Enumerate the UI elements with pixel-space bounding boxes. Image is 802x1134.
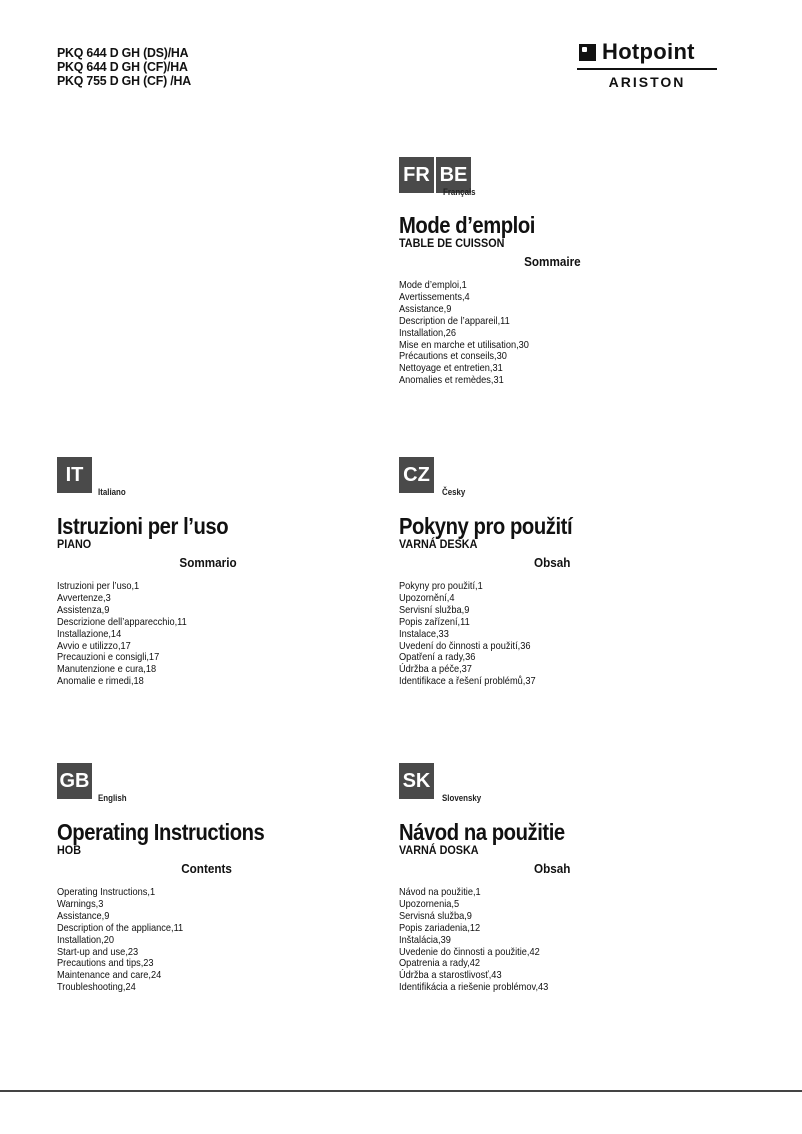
toc-item[interactable]: Start-up and use,23 — [57, 945, 139, 958]
toc-item[interactable]: Mise en marche et utilisation,30 — [399, 338, 529, 351]
logo-sub: ARISTON — [608, 74, 686, 90]
toc-item[interactable]: Installation,26 — [399, 326, 457, 339]
table-of-contents — [399, 581, 699, 688]
toc-item[interactable]: Description de l’appareil,11 — [399, 314, 510, 327]
toc-item[interactable]: Uvedenie do činnosti a použitie,42 — [399, 945, 540, 958]
toc-item[interactable]: Descrizione dell’apparecchio,11 — [57, 615, 187, 628]
toc-item[interactable]: Servisní služba,9 — [399, 603, 470, 616]
page-footer-rule — [0, 1090, 802, 1092]
toc-item[interactable]: Anomalies et remèdes,31 — [399, 374, 504, 387]
language-badge-gb: GB — [57, 763, 92, 799]
toc-item[interactable]: Maintenance and care,24 — [57, 969, 162, 982]
section-subtitle: VARNÁ DOSKA — [399, 843, 479, 857]
toc-item[interactable]: Pokyny pro použití,1 — [399, 580, 483, 592]
toc-item[interactable]: Mode d’emploi,1 — [399, 279, 467, 291]
section-subtitle: PIANO — [57, 537, 92, 551]
language-label: Slovensky — [442, 793, 482, 803]
toc-item[interactable]: Uvedení do činnosti a použití,36 — [399, 639, 531, 652]
toc-item[interactable]: Upozornenia,5 — [399, 897, 460, 910]
section-english — [57, 763, 357, 994]
toc-item[interactable]: Assistenza,9 — [57, 603, 110, 616]
language-badge-fr: FR — [399, 157, 434, 193]
toc-item[interactable]: Installazione,14 — [57, 627, 122, 640]
toc-item[interactable]: Popis zařízení,11 — [399, 615, 470, 628]
toc-item[interactable]: Servisná služba,9 — [399, 909, 472, 922]
toc-item[interactable]: Troubleshooting,24 — [57, 981, 136, 994]
table-of-contents — [57, 887, 357, 994]
logo-divider — [577, 68, 717, 70]
model-number: PKQ 644 D GH (CF)/HA — [57, 59, 188, 74]
toc-heading: Sommario — [179, 555, 237, 570]
toc-heading: Sommaire — [524, 254, 581, 269]
toc-heading: Obsah — [534, 861, 571, 876]
toc-item[interactable]: Precauzioni e consigli,17 — [57, 651, 160, 664]
hotpoint-ariston-logo — [577, 40, 717, 90]
table-of-contents — [399, 887, 699, 994]
language-label: Česky — [442, 487, 466, 497]
toc-item[interactable]: Installation,20 — [57, 933, 115, 946]
language-label: Français — [443, 187, 476, 197]
section-title: Mode d’emploi — [399, 212, 535, 238]
toc-item[interactable]: Identifikace a řešení problémů,37 — [399, 675, 536, 688]
language-badge-be: BE — [436, 157, 471, 193]
toc-item[interactable]: Assistance,9 — [399, 302, 452, 315]
language-label: Italiano — [98, 487, 126, 497]
section-title: Operating Instructions — [57, 819, 265, 845]
toc-item[interactable]: Údržba a starostlivosť,43 — [399, 969, 502, 982]
toc-heading: Contents — [181, 861, 232, 876]
toc-item[interactable]: Precautions and tips,23 — [57, 957, 154, 970]
section-subtitle: HOB — [57, 843, 82, 857]
toc-item[interactable]: Nettoyage et entretien,31 — [399, 362, 503, 375]
toc-item[interactable]: Údržba a péče,37 — [399, 663, 472, 676]
section-subtitle: TABLE DE CUISSON — [399, 236, 505, 250]
toc-item[interactable]: Assistance,9 — [57, 909, 110, 922]
language-label: English — [98, 793, 127, 803]
section-czech — [399, 457, 699, 688]
toc-item[interactable]: Avertissements,4 — [399, 290, 470, 303]
toc-item[interactable]: Upozornění,4 — [399, 591, 455, 604]
hotpoint-square-icon — [579, 44, 596, 61]
language-badge-it: IT — [57, 457, 92, 493]
toc-item[interactable]: Operating Instructions,1 — [57, 886, 156, 898]
section-french — [399, 157, 699, 387]
toc-item[interactable]: Opatření a rady,36 — [399, 651, 476, 664]
section-title: Pokyny pro použití — [399, 513, 573, 539]
section-subtitle: VARNÁ DESKA — [399, 537, 478, 551]
toc-item[interactable]: Popis zariadenia,12 — [399, 921, 481, 934]
section-italian — [57, 457, 357, 688]
section-title: Istruzioni per l’uso — [57, 513, 229, 539]
toc-item[interactable]: Inštalácia,39 — [399, 933, 451, 946]
toc-heading: Obsah — [534, 555, 571, 570]
section-title: Návod na použitie — [399, 819, 565, 845]
toc-item[interactable]: Manutenzione e cura,18 — [57, 663, 157, 676]
toc-item[interactable]: Identifikácia a riešenie problémov,43 — [399, 981, 549, 994]
table-of-contents — [399, 280, 699, 387]
toc-item[interactable]: Warnings,3 — [57, 897, 104, 910]
model-number: PKQ 644 D GH (DS)/HA — [57, 45, 189, 60]
language-badge-sk: SK — [399, 763, 434, 799]
toc-item[interactable]: Instalace,33 — [399, 627, 449, 640]
toc-item[interactable]: Précautions et conseils,30 — [399, 350, 507, 363]
toc-item[interactable]: Istruzioni per l’uso,1 — [57, 580, 140, 592]
toc-item[interactable]: Anomalie e rimedi,18 — [57, 675, 144, 688]
table-of-contents — [57, 581, 357, 688]
toc-item[interactable]: Opatrenia a rady,42 — [399, 957, 480, 970]
section-slovak — [399, 763, 699, 994]
logo-brand: Hotpoint — [602, 39, 695, 64]
language-badge-cz: CZ — [399, 457, 434, 493]
toc-item[interactable]: Návod na použitie,1 — [399, 886, 481, 898]
toc-item[interactable]: Avvertenze,3 — [57, 591, 111, 604]
toc-item[interactable]: Description of the appliance,11 — [57, 921, 184, 934]
model-list — [57, 46, 198, 88]
model-number: PKQ 755 D GH (CF) /HA — [57, 73, 191, 88]
toc-item[interactable]: Avvio e utilizzo,17 — [57, 639, 131, 652]
